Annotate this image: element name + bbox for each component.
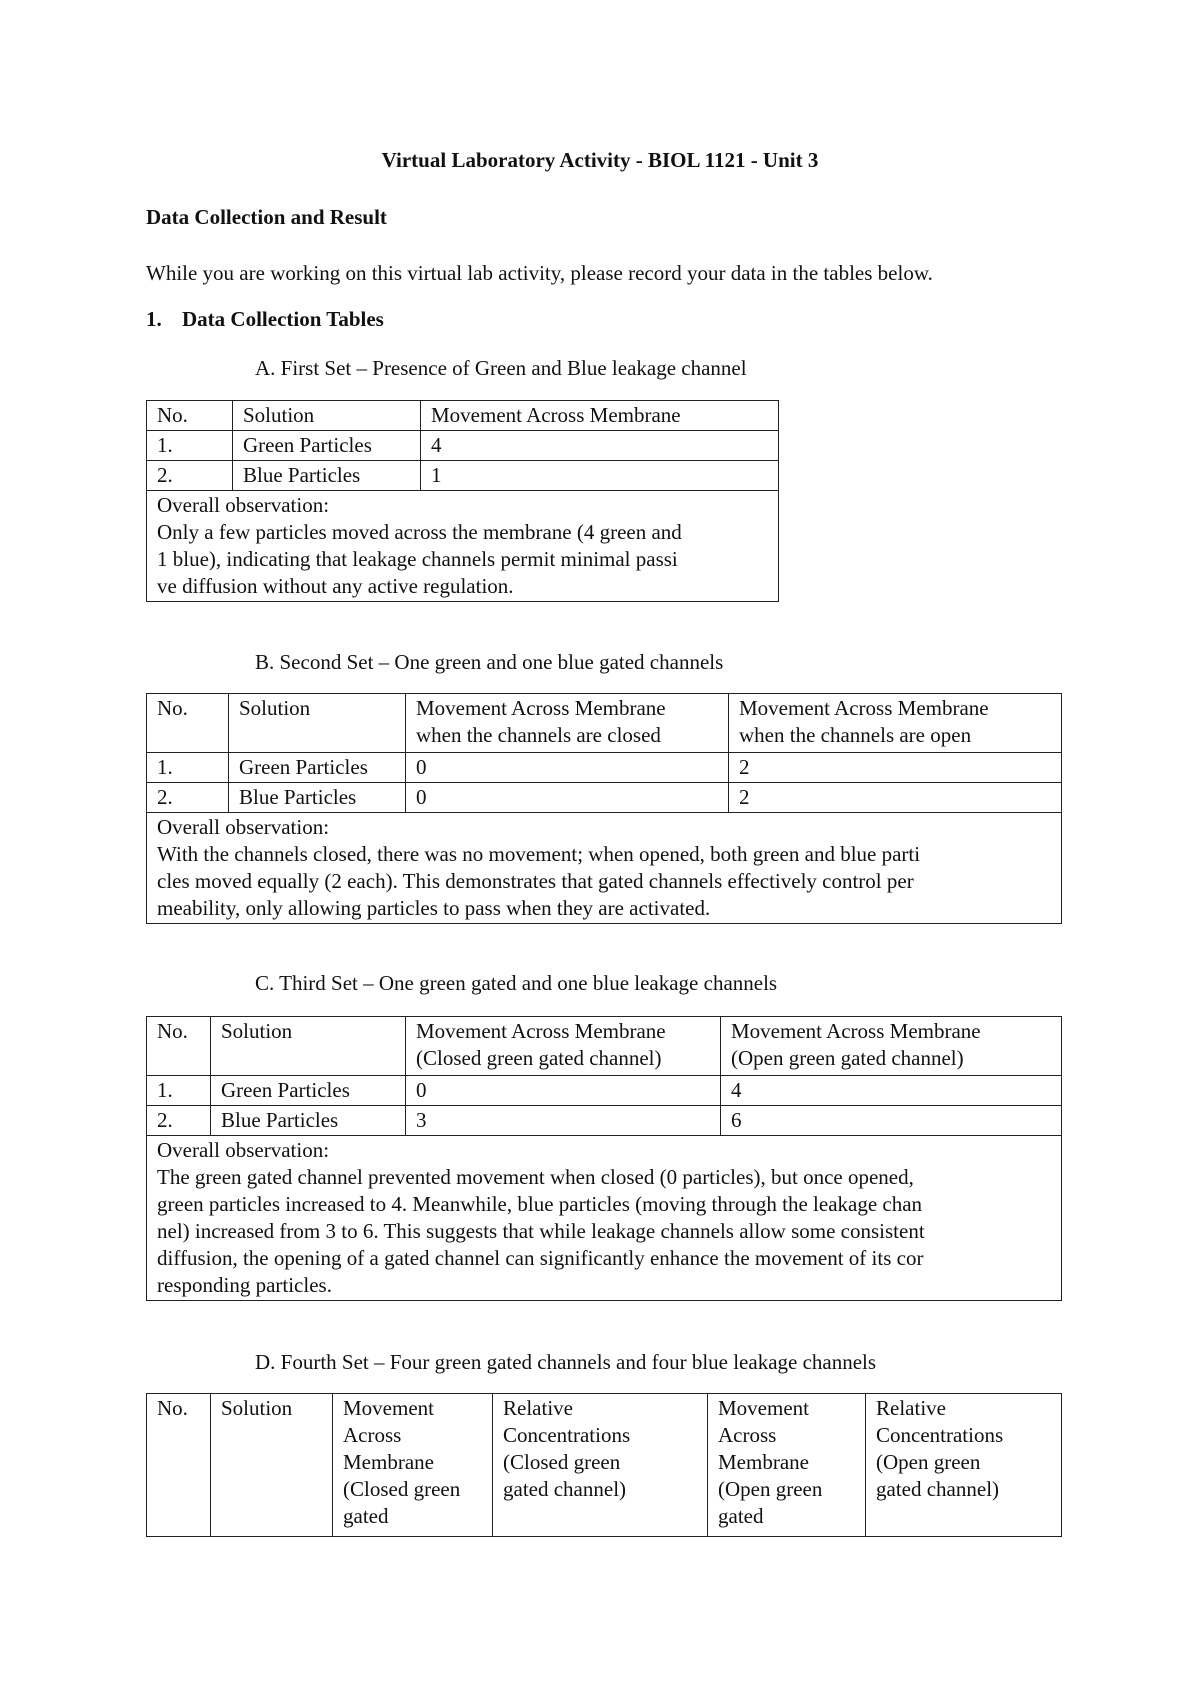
- observation-label: Overall observation:: [157, 1138, 330, 1162]
- cell: Green Particles: [211, 1076, 406, 1106]
- table-a: [146, 400, 779, 602]
- cell: 3: [406, 1106, 721, 1136]
- header-line: gated: [718, 1504, 764, 1528]
- observation-label: Overall observation:: [157, 493, 330, 517]
- header-cell: Solution: [233, 401, 421, 431]
- table-row: [147, 461, 779, 491]
- header-line: Concentrations: [876, 1423, 1004, 1447]
- observation-row: [147, 1136, 1062, 1301]
- table-c-heading: C. Third Set – One green gated and one blue leakage channels: [255, 971, 778, 995]
- header-cell: Solution: [211, 1017, 406, 1076]
- table-b-heading: B. Second Set – One green and one blue gated channels: [255, 650, 724, 674]
- list-number: 1.: [146, 307, 162, 331]
- cell: 4: [721, 1076, 1062, 1106]
- cell: 2.: [147, 461, 233, 491]
- observation-cell: [147, 491, 779, 602]
- header-line: Membrane: [343, 1450, 434, 1474]
- observation-line: Only a few particles moved across the membrane (4 green and: [157, 520, 682, 544]
- cell: 0: [406, 753, 729, 783]
- header-line: (Closed green: [343, 1477, 461, 1501]
- header-cell: No.: [147, 694, 229, 753]
- table-header-row: [147, 1017, 1062, 1076]
- table-a-heading: A. First Set – Presence of Green and Blue leakage channel: [255, 356, 747, 380]
- header-cell: [211, 1394, 333, 1537]
- table-row: [147, 783, 1062, 813]
- header-line: when the channels are open: [739, 723, 972, 747]
- header-line: (Open green: [718, 1477, 823, 1501]
- header-cell: [866, 1394, 1062, 1537]
- observation-line: ve diffusion without any active regulation.: [157, 574, 514, 598]
- cell: 2.: [147, 783, 229, 813]
- header-line: Movement Across Membrane: [731, 1019, 981, 1043]
- cell: 6: [721, 1106, 1062, 1136]
- header-line: Across: [718, 1423, 777, 1447]
- cell: 0: [406, 1076, 721, 1106]
- intro-paragraph: While you are working on this virtual lab activity, please record your data in the tables below.: [146, 261, 933, 285]
- observation-line: The green gated channel prevented movement when closed (0 particles), but once opened,: [157, 1165, 914, 1189]
- header-cell: [406, 1017, 721, 1076]
- observation-line: cles moved equally (2 each). This demonstrates that gated channels effectively control per: [157, 869, 914, 893]
- table-header-row: [147, 1394, 1062, 1537]
- header-line: Membrane: [718, 1450, 809, 1474]
- cell: 1.: [147, 1076, 211, 1106]
- cell: 2: [729, 753, 1062, 783]
- header-cell: Solution: [229, 694, 406, 753]
- cell: 0: [406, 783, 729, 813]
- table-row: [147, 1106, 1062, 1136]
- cell: Blue Particles: [233, 461, 421, 491]
- header-cell: [721, 1017, 1062, 1076]
- observation-line: With the channels closed, there was no movement; when opened, both green and blue parti: [157, 842, 921, 866]
- header-line: No.: [157, 1396, 188, 1420]
- header-cell: [708, 1394, 866, 1537]
- header-cell: No.: [147, 1017, 211, 1076]
- table-row: [147, 753, 1062, 783]
- observation-line: meability, only allowing particles to pass when they are activated.: [157, 896, 711, 920]
- cell: 2: [729, 783, 1062, 813]
- cell: 1.: [147, 431, 233, 461]
- header-line: when the channels are closed: [416, 723, 661, 747]
- header-line: Movement Across Membrane: [416, 1019, 666, 1043]
- header-line: Relative: [503, 1396, 573, 1420]
- observation-cell: [147, 1136, 1062, 1301]
- observation-row: [147, 813, 1062, 924]
- table-row: [147, 1076, 1062, 1106]
- header-cell: [147, 1394, 211, 1537]
- cell: Blue Particles: [211, 1106, 406, 1136]
- observation-line: nel) increased from 3 to 6. This suggests that while leakage channels allow some consistent: [157, 1219, 925, 1243]
- header-line: Movement: [343, 1396, 434, 1420]
- table-row: [147, 431, 779, 461]
- cell: 4: [421, 431, 779, 461]
- table-header-row: [147, 401, 779, 431]
- observation-line: responding particles.: [157, 1273, 332, 1297]
- header-line: (Open green gated channel): [731, 1046, 964, 1070]
- header-line: Relative: [876, 1396, 946, 1420]
- table-d-heading: D. Fourth Set – Four green gated channels and four blue leakage channels: [255, 1350, 877, 1374]
- header-line: gated: [343, 1504, 389, 1528]
- header-cell: No.: [147, 401, 233, 431]
- observation-line: 1 blue), indicating that leakage channels permit minimal passi: [157, 547, 678, 571]
- header-line: gated channel): [503, 1477, 627, 1501]
- observation-cell: [147, 813, 1062, 924]
- header-line: Concentrations: [503, 1423, 631, 1447]
- header-line: Across: [343, 1423, 402, 1447]
- header-line: Movement: [718, 1396, 809, 1420]
- header-line: Movement Across Membrane: [739, 696, 989, 720]
- observation-line: green particles increased to 4. Meanwhile, blue particles (moving through the leakage chan: [157, 1192, 923, 1216]
- header-line: (Closed green: [503, 1450, 621, 1474]
- header-line: (Open green: [876, 1450, 981, 1474]
- header-cell: [406, 694, 729, 753]
- observation-label: Overall observation:: [157, 815, 330, 839]
- cell: 1.: [147, 753, 229, 783]
- table-header-row: [147, 694, 1062, 753]
- cell: Blue Particles: [229, 783, 406, 813]
- header-cell: [729, 694, 1062, 753]
- header-line: Movement Across Membrane: [416, 696, 666, 720]
- header-line: (Closed green gated channel): [416, 1046, 662, 1070]
- header-line: gated channel): [876, 1477, 1000, 1501]
- cell: 2.: [147, 1106, 211, 1136]
- document-title: Virtual Laboratory Activity - BIOL 1121 - Unit 3: [381, 148, 819, 172]
- header-line: Solution: [221, 1396, 293, 1420]
- header-cell: [333, 1394, 493, 1537]
- header-cell: [493, 1394, 708, 1537]
- observation-row: [147, 491, 779, 602]
- section-heading: Data Collection and Result: [146, 205, 387, 229]
- observation-line: diffusion, the opening of a gated channel can significantly enhance the movement of its cor: [157, 1246, 924, 1270]
- table-d: [146, 1393, 1062, 1537]
- cell: 1: [421, 461, 779, 491]
- header-cell: Movement Across Membrane: [421, 401, 779, 431]
- table-b: [146, 693, 1062, 924]
- table-c: [146, 1016, 1062, 1301]
- cell: Green Particles: [229, 753, 406, 783]
- list-title: Data Collection Tables: [182, 307, 384, 331]
- cell: Green Particles: [233, 431, 421, 461]
